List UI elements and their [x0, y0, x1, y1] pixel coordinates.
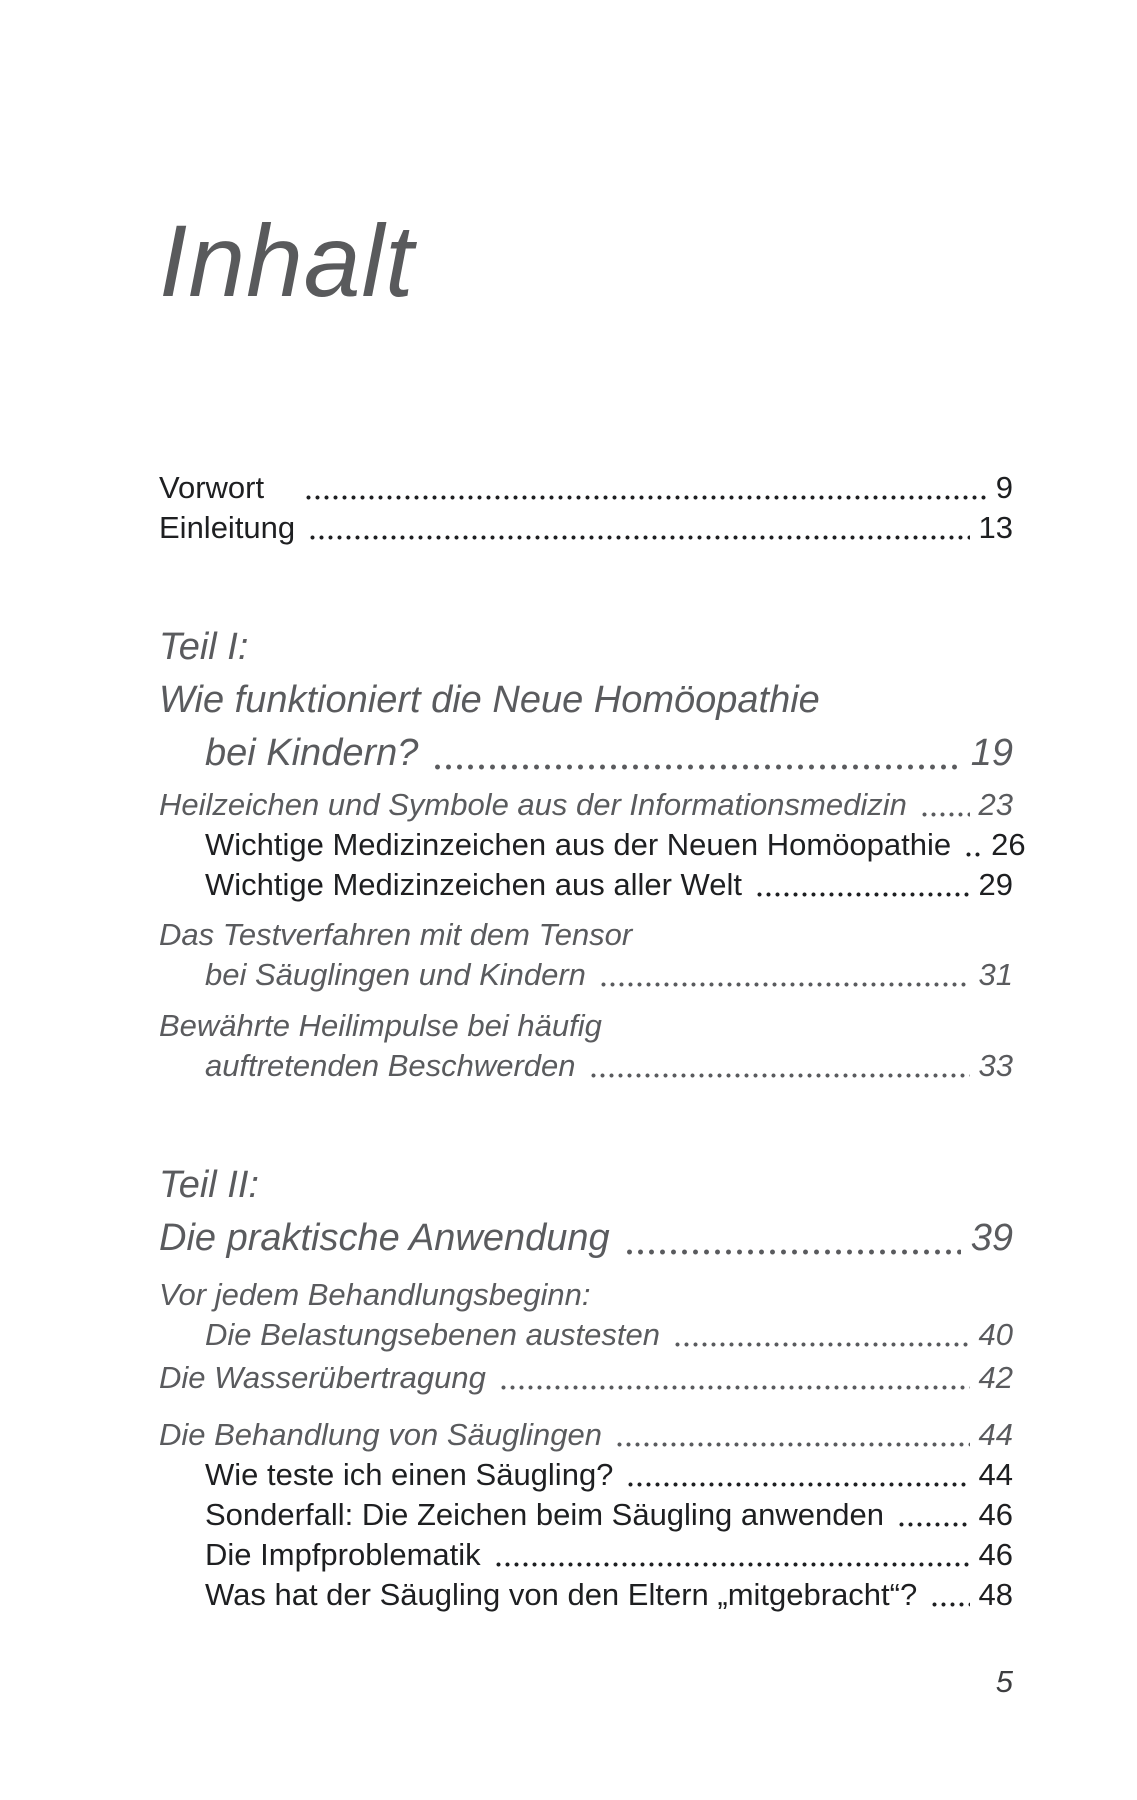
toc-entry-vorwort — [159, 468, 1013, 508]
toc-entry-page: 48 — [978, 1577, 1013, 1613]
toc-entry-label: Wichtige Medizinzeichen aus der Neuen Homöopathie — [205, 827, 952, 863]
toc-entry-page: 44 — [978, 1417, 1013, 1453]
toc-entry-label: bei Säuglingen und Kindern — [205, 957, 586, 993]
dot-leader — [964, 852, 982, 857]
toc-entry-wasseruebertragung — [159, 1358, 1013, 1398]
dot-leader — [920, 812, 970, 817]
part-1-kicker — [159, 621, 1013, 674]
toc-entry-impfproblematik — [159, 1535, 1013, 1575]
toc-entry-page: 9 — [995, 470, 1013, 506]
dot-leader — [308, 535, 969, 540]
toc-entry-heilimpulse — [159, 1006, 1013, 1086]
toc-entry-page: 46 — [978, 1497, 1013, 1533]
toc-entry-behandlung-saeuglinge — [159, 1415, 1013, 1455]
toc-entry-label: Bewährte Heilimpulse bei häufig — [159, 1008, 602, 1044]
dot-leader — [624, 1249, 961, 1255]
toc-entry-continuation — [159, 955, 1013, 995]
part-1-title-continuation — [159, 727, 1013, 780]
folio-page-number: 5 — [995, 1664, 1013, 1700]
toc-entry-label: Sonderfall: Die Zeichen beim Säugling anwenden — [205, 1497, 884, 1533]
dot-leader — [673, 1342, 970, 1347]
toc-entry-label: Vorwort — [159, 470, 265, 506]
toc-entry-label: Einleitung — [159, 510, 296, 546]
part-2-heading — [159, 1159, 1013, 1265]
page-title: Inhalt — [159, 204, 415, 318]
toc-entry-heilzeichen — [159, 785, 1013, 825]
toc-entry-page: 29 — [978, 867, 1013, 903]
toc-entry-medizinzeichen-welt — [159, 865, 1013, 905]
toc-entry-line — [159, 915, 1013, 955]
toc-entry-label: Die Wasserübertragung — [159, 1360, 486, 1396]
part-title-label: Wie funktioniert die Neue Homöopathie — [159, 679, 820, 722]
part-1-heading — [159, 621, 1013, 780]
toc-entry-continuation — [159, 1315, 1013, 1355]
toc-entry-label: Das Testverfahren mit dem Tensor — [159, 917, 633, 953]
toc-entry-label: Was hat der Säugling von den Eltern „mitgebracht“? — [205, 1577, 918, 1613]
dot-leader — [432, 764, 960, 770]
dot-leader — [499, 1385, 970, 1390]
toc-entry-testverfahren — [159, 915, 1013, 995]
toc-entry-einleitung — [159, 508, 1013, 548]
toc-entry-label: auftretenden Beschwerden — [205, 1048, 576, 1084]
toc-entry-label: Heilzeichen und Symbole aus der Informationsmedizin — [159, 787, 907, 823]
part-title-label: Die praktische Anwendung — [159, 1217, 610, 1260]
toc-entry-label: Die Impfproblematik — [205, 1537, 481, 1573]
toc-entry-page: 33 — [978, 1048, 1013, 1084]
dot-leader — [897, 1522, 970, 1527]
toc-entry-page: 13 — [978, 510, 1013, 546]
toc-entry-label: Die Behandlung von Säuglingen — [159, 1417, 602, 1453]
toc-entry-page: 19 — [970, 732, 1013, 775]
toc-entry-line — [159, 1006, 1013, 1046]
toc-entry-page: 26 — [991, 827, 1026, 863]
part-2-title — [159, 1212, 1013, 1265]
toc-entry-page: 31 — [978, 957, 1013, 993]
dot-leader — [626, 1482, 969, 1487]
dot-leader — [304, 495, 987, 500]
dot-leader — [755, 892, 970, 897]
toc-entry-label: Die Belastungsebenen austesten — [205, 1317, 660, 1353]
toc-entry-continuation — [159, 1046, 1013, 1086]
part-1-title — [159, 674, 1013, 727]
part-kicker-label: Teil I: — [159, 626, 249, 669]
dot-leader — [930, 1602, 969, 1607]
toc-entry-sonderfall — [159, 1495, 1013, 1535]
toc-entry-label: Wie teste ich einen Säugling? — [205, 1457, 614, 1493]
part-title-cont-label: bei Kindern? — [205, 732, 419, 775]
toc-entry-behandlungsbeginn — [159, 1275, 1013, 1355]
part-2-kicker — [159, 1159, 1013, 1212]
toc-entry-medizinzeichen-homoeopathie — [159, 825, 1026, 865]
dot-leader — [589, 1073, 970, 1078]
dot-leader — [615, 1442, 970, 1447]
dot-leader — [599, 982, 970, 987]
toc-entry-page: 40 — [978, 1317, 1013, 1353]
dot-leader — [494, 1562, 970, 1567]
toc-entry-page: 46 — [978, 1537, 1013, 1573]
toc-entry-wie-teste — [159, 1455, 1013, 1495]
part-kicker-label: Teil II: — [159, 1164, 259, 1207]
toc-entry-line — [159, 1275, 1013, 1315]
toc-entry-page: 23 — [978, 787, 1013, 823]
toc-entry-page: 44 — [978, 1457, 1013, 1493]
toc-entry-label: Wichtige Medizinzeichen aus aller Welt — [205, 867, 742, 903]
toc-entry-mitgebracht — [159, 1575, 1013, 1615]
toc-entry-page: 42 — [978, 1360, 1013, 1396]
toc-entry-label: Vor jedem Behandlungsbeginn: — [159, 1277, 591, 1313]
toc-entry-page: 39 — [970, 1217, 1013, 1260]
